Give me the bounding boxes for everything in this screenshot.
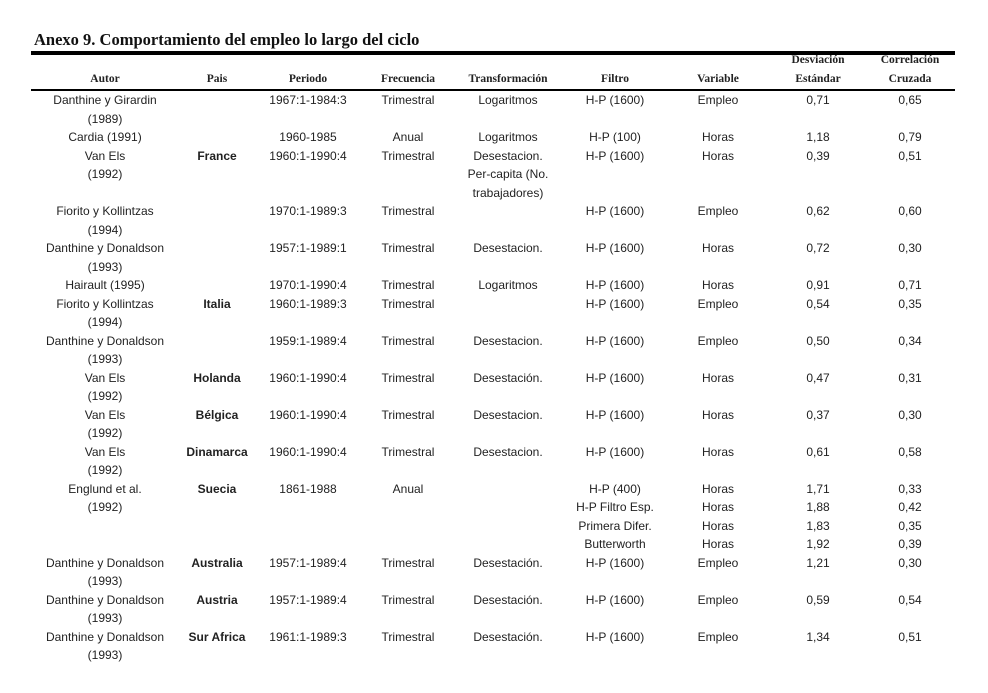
cell-variable [668,295,768,314]
cell-filtro-text: H-P (1600) [585,407,645,422]
header-desviacion [768,51,868,88]
cell-correlacion [860,332,960,351]
cell-transformacion-text: Desestacion. [473,444,543,459]
cell-filtro-text: H-P (1600) [585,592,645,607]
cell-correlacion [860,276,960,295]
cell-frecuencia-text: Trimestral [381,204,435,218]
cell-variable-text: Empleo [697,296,739,311]
cell-autor-text: (1993) [87,259,123,274]
cell-variable [668,128,768,147]
cell-periodo [258,554,358,573]
cell-correlacion [860,554,960,573]
cell-transformacion [448,406,568,425]
cell-periodo [258,276,358,295]
cell-transformacion-text: Logaritmos [478,93,538,107]
cell-filtro [555,443,675,462]
cell-variable-text: Horas [701,481,734,496]
cell-frecuencia [358,628,458,647]
cell-pais-text: Holanda [193,370,241,385]
cell-variable-text: Empleo [697,629,739,644]
cell-pais [167,406,267,425]
cell-autor-text: (1992) [87,463,123,477]
cell-autor [10,332,200,369]
cell-periodo-text: 1960:1-1989:3 [269,296,347,311]
header-filtro [555,70,675,89]
cell-correlacion-text: 0,65 [898,93,922,107]
cell-desviacion-text: 0,72 [806,241,830,255]
cell-autor-text: Danthine y Donaldson [45,592,165,607]
cell-frecuencia [358,406,458,425]
cell-desviacion [768,202,868,221]
cell-transformacion-text: Desestacion. [473,241,543,255]
cell-pais [167,369,267,388]
cell-correlacion-text: 0,33 [898,481,922,496]
cell-periodo [258,480,358,499]
cell-frecuencia [358,91,458,110]
cell-correlacion-text: 0,79 [898,130,922,144]
cell-variable-text: Horas [701,537,734,551]
cell-filtro [555,128,675,147]
cell-pais [167,147,267,166]
header-filtro-line: Filtro [601,72,629,85]
cell-correlacion-text: 0,34 [898,333,922,348]
cell-autor-text: Danthine y Donaldson [45,629,165,644]
cell-pais [167,591,267,610]
cell-desviacion [768,91,868,110]
cell-periodo-text: 1960:1-1990:4 [269,444,347,459]
cell-autor-text: (1992) [87,167,123,181]
cell-autor-text: Danthine y Donaldson [45,241,165,255]
cell-correlacion [860,480,960,554]
table-title: Anexo 9. Comportamiento del empleo lo largo del ciclo [34,30,420,49]
cell-autor-text: (1993) [87,352,123,366]
header-correlacion-line: Correlación [880,54,940,66]
cell-frecuencia-text: Anual [392,481,424,496]
cell-variable [668,406,768,425]
cell-periodo-text: 1961:1-1989:3 [269,629,347,644]
cell-autor-text: (1994) [87,315,123,329]
cell-filtro-text: H-P (1600) [585,296,645,311]
cell-filtro-text: H-P (1600) [585,204,645,218]
cell-frecuencia-text: Trimestral [381,555,435,570]
cell-variable-text: Horas [701,241,734,255]
cell-correlacion-text: 0,51 [898,629,922,644]
cell-autor-text: (1992) [87,389,123,403]
cell-desviacion-text: 1,92 [806,537,830,551]
cell-periodo [258,147,358,166]
header-frecuencia-line: Frecuencia [380,72,436,85]
cell-periodo-text: 1960:1-1990:4 [269,407,347,422]
cell-desviacion [768,332,868,351]
cell-variable-text: Empleo [697,592,739,607]
header-transformacion [448,70,568,89]
cell-transformacion-text: Desestacion. [473,333,543,348]
cell-desviacion-text: 0,50 [806,333,830,348]
cell-filtro-text: H-P (100) [589,130,641,144]
cell-correlacion-text: 0,71 [898,278,922,292]
cell-desviacion-text: 0,39 [806,148,830,163]
cell-correlacion [860,239,960,258]
cell-frecuencia [358,554,458,573]
cell-variable-text: Empleo [697,333,739,348]
cell-autor-text: Danthine y Donaldson [45,555,165,570]
cell-autor-text: Fiorito y Kollintzas [56,204,154,218]
cell-desviacion [768,369,868,388]
cell-transformacion-text: Logaritmos [478,130,538,144]
cell-transformacion [448,591,568,610]
cell-correlacion [860,591,960,610]
cell-frecuencia [358,276,458,295]
cell-autor-text: Danthine y Girardin [53,93,157,107]
cell-autor-text: (1989) [87,111,123,126]
cell-correlacion-text: 0,30 [898,241,922,255]
cell-periodo [258,239,358,258]
cell-correlacion [860,128,960,147]
cell-filtro [555,332,675,351]
cell-periodo [258,202,358,221]
cell-pais [167,480,267,499]
cell-pais-text: Dinamarca [186,444,248,459]
cell-correlacion [860,406,960,425]
cell-correlacion-text: 0,54 [898,592,922,607]
cell-variable [668,239,768,258]
cell-variable-text: Horas [701,148,734,163]
cell-variable-text: Horas [701,130,734,144]
cell-desviacion [768,554,868,573]
cell-autor [10,276,200,295]
cell-transformacion-text: Per-capita (No. [467,167,549,181]
cell-desviacion-text: 1,88 [806,500,830,514]
cell-transformacion [448,628,568,647]
cell-frecuencia-text: Trimestral [381,592,435,607]
cell-correlacion-text: 0,58 [898,444,922,459]
cell-filtro [555,406,675,425]
cell-frecuencia [358,591,458,610]
cell-transformacion [448,147,568,203]
cell-transformacion-text: trabajadores) [472,185,544,200]
cell-pais-text: Bélgica [195,407,239,422]
cell-frecuencia-text: Trimestral [381,241,435,255]
cell-frecuencia-text: Trimestral [381,444,435,459]
cell-variable-text: Horas [701,278,734,292]
cell-variable [668,480,768,554]
cell-correlacion-text: 0,30 [898,407,922,422]
cell-variable [668,554,768,573]
cell-periodo-text: 1960:1-1990:4 [269,370,347,385]
cell-frecuencia-text: Trimestral [381,407,435,422]
cell-periodo [258,295,358,314]
cell-autor-text: Danthine y Donaldson [45,333,165,348]
cell-filtro [555,295,675,314]
cell-correlacion-text: 0,30 [898,555,922,570]
cell-desviacion [768,406,868,425]
cell-frecuencia [358,332,458,351]
cell-transformacion [448,91,568,110]
cell-desviacion-text: 0,62 [806,204,830,218]
cell-autor-text: Van Els [84,370,126,385]
cell-frecuencia-text: Trimestral [381,370,435,385]
cell-periodo [258,406,358,425]
cell-pais-text: France [197,148,237,163]
cell-variable [668,591,768,610]
cell-filtro [555,202,675,221]
header-transformacion-line: Transformación [468,72,548,85]
cell-correlacion-text: 0,31 [898,370,922,385]
cell-periodo-text: 1957:1-1989:1 [269,241,347,255]
cell-transformacion-text: Desestación. [473,555,543,570]
cell-autor-text: (1993) [87,611,123,625]
cell-correlacion-text: 0,60 [898,204,922,218]
cell-periodo-text: 1967:1-1984:3 [269,93,347,107]
header-correlacion [860,51,960,88]
cell-periodo-text: 1960:1-1990:4 [269,148,347,163]
cell-filtro-text: H-P (1600) [585,629,645,644]
cell-transformacion [448,554,568,573]
cell-desviacion [768,480,868,554]
cell-variable-text: Horas [701,407,734,422]
cell-frecuencia-text: Trimestral [381,278,435,292]
cell-variable [668,147,768,166]
cell-frecuencia [358,202,458,221]
header-variable-line: Variable [697,72,739,85]
cell-filtro [555,591,675,610]
cell-transformacion [448,443,568,462]
header-correlacion-line: Cruzada [888,72,932,85]
cell-variable [668,443,768,462]
cell-pais [167,443,267,462]
cell-frecuencia [358,480,458,499]
cell-filtro-text: H-P Filtro Esp. [576,500,654,514]
cell-transformacion [448,128,568,147]
cell-desviacion-text: 0,47 [806,370,830,385]
cell-correlacion-text: 0,39 [898,537,922,551]
cell-variable-text: Horas [701,518,734,533]
header-pais-line: Pais [206,72,228,85]
header-variable [668,70,768,89]
cell-desviacion [768,295,868,314]
cell-filtro [555,480,675,554]
cell-desviacion-text: 0,54 [806,296,830,311]
cell-variable-text: Empleo [697,555,739,570]
cell-variable [668,628,768,647]
cell-filtro [555,554,675,573]
header-frecuencia [358,70,458,89]
cell-correlacion [860,369,960,388]
cell-frecuencia-text: Anual [392,130,424,144]
cell-frecuencia [358,295,458,314]
cell-pais [167,628,267,647]
cell-autor [10,128,200,147]
cell-transformacion-text: Desestación. [473,629,543,644]
cell-periodo-text: 1959:1-1989:4 [269,333,347,348]
cell-autor-text: Van Els [84,407,126,422]
cell-transformacion-text: Desestacion. [473,148,543,163]
cell-periodo-text: 1970:1-1989:3 [269,204,347,218]
cell-desviacion-text: 0,71 [806,93,830,107]
cell-filtro-text: H-P (1600) [585,555,645,570]
header-desviacion-line: Desviación [791,54,845,66]
cell-periodo-text: 1957:1-1989:4 [269,555,347,570]
cell-autor [10,202,200,239]
cell-frecuencia-text: Trimestral [381,296,435,311]
cell-autor-text: Fiorito y Kollintzas [56,296,154,311]
cell-correlacion [860,147,960,166]
cell-periodo-text: 1970:1-1990:4 [269,278,347,292]
cell-variable-text: Empleo [697,93,739,107]
cell-variable [668,91,768,110]
cell-transformacion-text: Desestacion. [473,407,543,422]
cell-autor [10,239,200,276]
cell-frecuencia-text: Trimestral [381,333,435,348]
cell-desviacion-text: 0,37 [806,407,830,422]
cell-periodo [258,628,358,647]
cell-autor-text: (1994) [87,222,123,237]
cell-filtro [555,147,675,166]
cell-variable-text: Horas [701,444,734,459]
cell-periodo [258,91,358,110]
cell-desviacion-text: 0,59 [806,592,830,607]
cell-desviacion [768,443,868,462]
cell-pais [167,295,267,314]
cell-filtro-text: H-P (1600) [585,444,645,459]
cell-filtro [555,369,675,388]
cell-pais-text: Italia [203,296,231,311]
cell-frecuencia [358,239,458,258]
header-periodo [258,70,358,89]
cell-transformacion-text: Logaritmos [478,278,538,292]
cell-desviacion-text: 1,34 [806,629,830,644]
cell-transformacion [448,332,568,351]
cell-filtro [555,276,675,295]
cell-autor [10,91,200,128]
cell-desviacion-text: 1,18 [806,130,830,144]
cell-periodo [258,591,358,610]
cell-desviacion [768,628,868,647]
cell-desviacion-text: 0,91 [806,278,830,292]
cell-variable [668,202,768,221]
cell-correlacion [860,443,960,462]
cell-correlacion-text: 0,35 [898,296,922,311]
cell-correlacion-text: 0,51 [898,148,922,163]
cell-pais [167,554,267,573]
cell-frecuencia [358,369,458,388]
cell-periodo [258,128,358,147]
header-desviacion-line: Estándar [795,72,841,85]
cell-desviacion-text: 1,21 [806,555,830,570]
cell-frecuencia-text: Trimestral [381,93,435,107]
cell-filtro-text: Butterworth [584,537,646,551]
cell-autor-text: (1992) [87,426,123,440]
cell-filtro [555,628,675,647]
cell-autor-text: (1993) [87,648,123,662]
cell-variable-text: Horas [701,500,734,514]
cell-periodo [258,443,358,462]
cell-correlacion-text: 0,42 [898,500,922,514]
cell-desviacion [768,147,868,166]
cell-filtro [555,91,675,110]
cell-pais-text: Austria [196,592,238,607]
cell-desviacion [768,591,868,610]
cell-autor-text: Hairault (1995) [65,278,145,292]
cell-transformacion-text: Desestación. [473,370,543,385]
cell-correlacion [860,628,960,647]
cell-correlacion [860,202,960,221]
cell-desviacion-text: 0,61 [806,444,830,459]
cell-correlacion [860,91,960,110]
cell-transformacion-text: Desestación. [473,592,543,607]
cell-transformacion [448,239,568,258]
cell-variable-text: Horas [701,370,734,385]
cell-autor-text: Cardia (1991) [68,130,142,144]
cell-filtro-text: Primera Difer. [578,518,652,533]
cell-filtro-text: H-P (1600) [585,278,645,292]
cell-autor-text: Van Els [84,444,126,459]
cell-transformacion [448,369,568,388]
cell-filtro-text: H-P (1600) [585,333,645,348]
cell-autor-text: (1993) [87,574,123,588]
cell-variable [668,369,768,388]
header-periodo-line: Periodo [288,72,328,85]
cell-periodo [258,332,358,351]
cell-periodo-text: 1957:1-1989:4 [269,592,347,607]
cell-frecuencia-text: Trimestral [381,148,435,163]
cell-desviacion-text: 1,71 [806,481,830,496]
header-autor-line: Autor [90,72,120,85]
cell-autor-text: Englund et al. [68,481,142,496]
cell-variable-text: Empleo [697,204,739,218]
cell-frecuencia [358,128,458,147]
cell-filtro-text: H-P (1600) [585,93,645,107]
cell-transformacion [448,276,568,295]
cell-filtro [555,239,675,258]
cell-periodo [258,369,358,388]
cell-desviacion-text: 1,83 [806,518,830,533]
cell-pais-text: Sur Africa [188,629,246,644]
cell-correlacion-text: 0,35 [898,518,922,533]
cell-pais-text: Suecia [197,481,237,496]
cell-filtro-text: H-P (1600) [585,241,645,255]
header-pais [167,70,267,89]
cell-periodo-text: 1960-1985 [279,130,337,144]
cell-autor-text: (1992) [87,500,123,514]
cell-periodo-text: 1861-1988 [279,481,337,496]
cell-autor-text: Van Els [84,148,126,163]
cell-frecuencia-text: Trimestral [381,629,435,644]
cell-desviacion [768,128,868,147]
cell-filtro-text: H-P (400) [589,481,641,496]
cell-variable [668,332,768,351]
cell-correlacion [860,295,960,314]
cell-variable [668,276,768,295]
cell-desviacion [768,239,868,258]
cell-filtro-text: H-P (1600) [585,370,645,385]
cell-frecuencia [358,443,458,462]
cell-pais-text: Australia [191,555,243,570]
cell-filtro-text: H-P (1600) [585,148,645,163]
cell-desviacion [768,276,868,295]
cell-frecuencia [358,147,458,166]
